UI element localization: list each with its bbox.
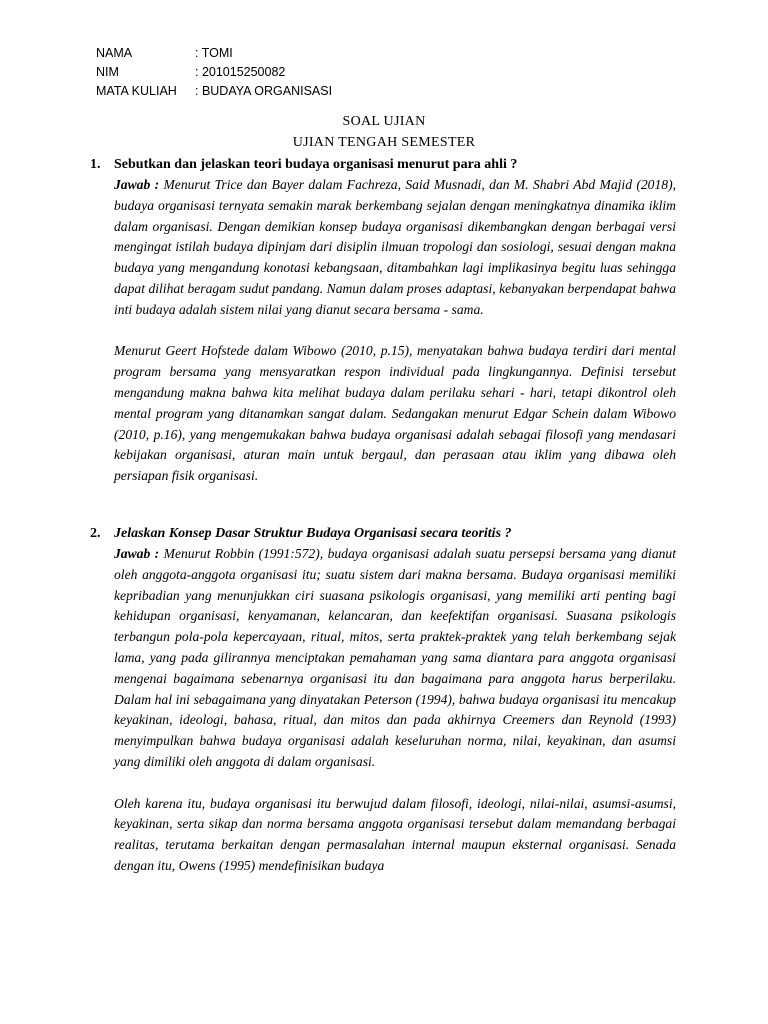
question-number: 2. [90,526,101,541]
question-line [90,155,676,175]
identity-row-mata-kuliah [96,82,332,101]
question-text: Sebutkan dan jelaskan teori budaya organisasi menurut para ahli ? [114,157,518,172]
exam-subtitle: UJIAN TENGAH SEMESTER [292,135,476,150]
question-text: Jelaskan Konsep Dasar Struktur Budaya Organisasi secara teoritis ? [114,526,512,541]
answer-paragraph [114,175,676,321]
identity-value: : TOMI [195,46,233,60]
exam-title: SOAL UJIAN [342,114,426,129]
question-line [90,524,676,544]
answer-paragraph [114,544,676,773]
jawab-label: Jawab : [114,177,160,192]
question-number: 1. [90,157,101,172]
identity-row-nama [96,44,332,63]
question-2 [90,524,676,877]
answer-block [114,175,676,487]
question-1 [90,155,676,487]
identity-label: NIM [96,65,119,79]
identity-label: MATA KULIAH [96,84,177,98]
answer-paragraph: Oleh karena itu, budaya organisasi itu berwujud dalam filosofi, ideologi, nilai-nilai, asumsi-asumsi, keyakinan, serta sikap dan norma bersama anggota organisasi tersebut dalam memandang berbagai realitas, terutama berkaitan dengan permasalahan internal maupun eksternal organisasi. Senada dengan itu, Owens (1995) mendefinisikan budaya [114,795,676,873]
answer-text: Menurut Trice dan Bayer dalam Fachreza, Said Musnadi, dan M. Shabri Abd Majid (2018), budaya organisasi ternyata semakin marak berkembang sejalan dengan meningkatnya dinamika iklim dalam organisasi. Dengan demikian konsep budaya organisasi dikembangkan dengan berbagai versi mengingat istilah budaya dipinjam dari disiplin ilmuan tropologi dan sosiologi, sesuai dengan makna budaya yang mengandung konotasi kebangsaan, ditambahkan lagi implikasinya begitu luas sehingga dapat dilihat beragam sudut pandang. Namun dalam proses adaptasi, kebanyakan berpendapat bahwa inti budaya adalah sistem nilai yang dianut secara bersama - sama. [114,177,676,317]
answer-text: Menurut Robbin (1991:572), budaya organisasi adalah suatu persepsi bersama yang dianut oleh anggota-anggota organisasi itu; suatu sistem dari makna bersama. Budaya organisasi memiliki kepribadian yang menunjukkan ciri suasana psikologis organisasi, yang memiliki arti penting bagi kehidupan organisasi, kenyamanan, kelancaran, dan keefektifan organisasi. Suasana psikologis terbangun pola-pola kepercayaan, ritual, mitos, serta praktek-praktek yang telah berkembang sejak lama, yang pada gilirannya menciptakan pemahaman yang sama diantara para anggota organisasi mengenai bagaimana sebenarnya organisasi itu dan bagaimana para anggota harus berperilaku. Dalam hal ini sebagaimana yang dinyatakan Peterson (1994), bahwa budaya organisasi itu mencakup keyakinan, ideologi, bahasa, ritual, dan mitos dan pada akhirnya Creemers dan Reynold (1993) menyimpulkan bahwa budaya organisasi adalah keseluruhan norma, nilai, keyakinan, dan asumsi yang dimiliki oleh anggota di dalam organisasi. [114,546,677,769]
jawab-label: Jawab : [114,546,160,561]
answer-paragraph: Menurut Geert Hofstede dalam Wibowo (2010, p.15), menyatakan bahwa budaya terdiri dari mental program bersama yang mensyaratkan respon individual pada lingkungannya. Definisi tersebut mengandung makna bahwa kita melihat budaya dalam perilaku sehari - hari, tetapi dikontrol oleh mental program yang ditanamkan sangat dalam. Sedangakan menurut Edgar Schein dalam Wibowo (2010, p.16), yang mengemukakan bahwa budaya organisasi adalah sebagai filosofi yang mendasari kebijakan organisasi, aturan main untuk bergaul, dan perasaan atau iklim yang dibawa oleh persiapan fisik organisasi. [114,343,676,484]
answer-block [114,544,676,877]
identity-row-nim [96,63,332,82]
student-identity [96,44,332,101]
identity-value: : BUDAYA ORGANISASI [195,84,333,98]
identity-value: : 201015250082 [195,65,286,79]
identity-label: NAMA [96,46,133,60]
